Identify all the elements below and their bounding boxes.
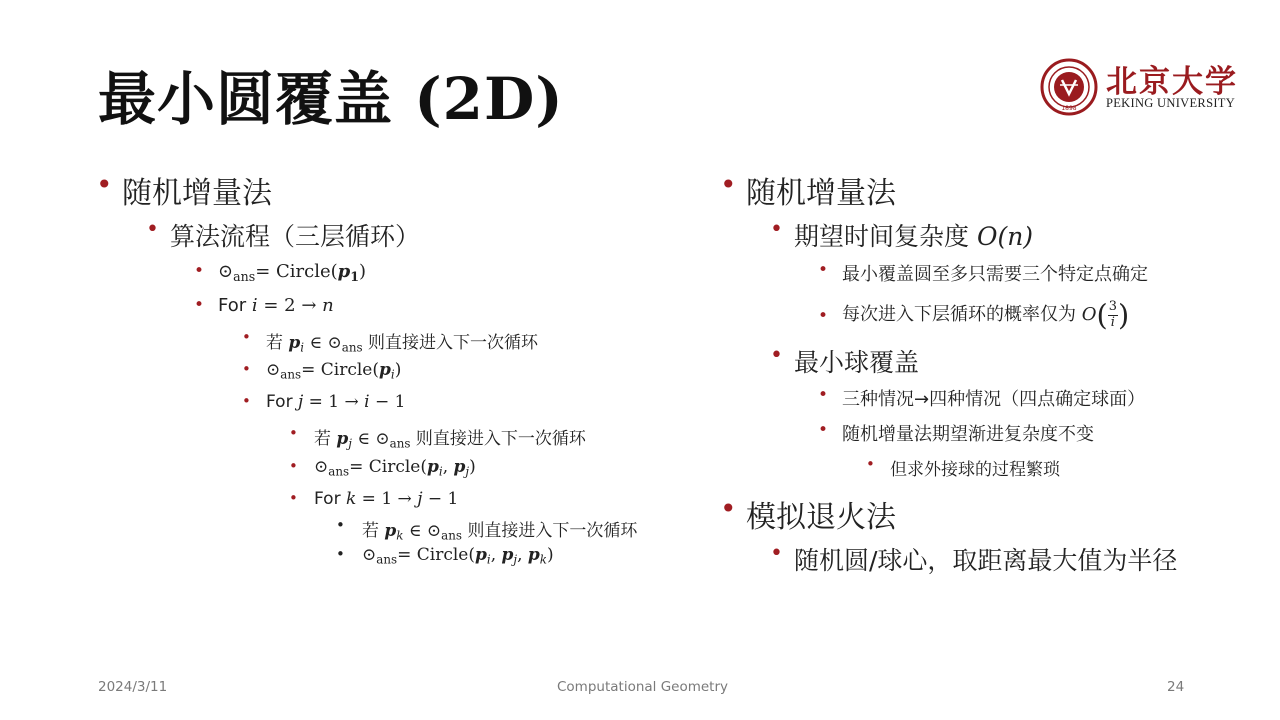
bullet-icon: •	[242, 360, 251, 378]
page-title: 最小圆覆盖 (2D)	[98, 65, 564, 133]
right-heading-2: • 最小球覆盖	[770, 343, 920, 377]
bullet-icon: •	[770, 541, 783, 566]
point-3: • 三种情况→四种情况（四点确定球面）	[818, 385, 1146, 410]
left-subheading	[146, 217, 421, 253]
point-1: • 最小覆盖圆至多只需要三个特定点确定	[818, 260, 1148, 285]
bullet-icon: •	[866, 455, 875, 473]
for-k-line: • For k = 1 → j − 1	[289, 489, 459, 509]
bullet-icon: •	[289, 457, 298, 475]
right-heading-3: • 模拟退火法	[720, 492, 896, 535]
bullet-icon: •	[96, 168, 113, 201]
circle-pi-pj-line: • $⊙_{ans}=$ $Circle(p_i$, $p_j$)	[289, 457, 476, 479]
footer-course: Computational Geometry	[557, 679, 729, 695]
complexity-line: • 期望时间复杂度 O(n)	[770, 217, 1034, 251]
point-6: • 随机圆/球心，取距离最大值为半径	[770, 541, 1178, 575]
footer-date: 2024/3/11	[98, 679, 168, 695]
circle-pi-line: • $⊙_{ans}=$ $Circle(p_i)$	[242, 360, 402, 382]
bullet-icon: •	[336, 545, 345, 563]
left-heading-text: 随机增量法	[122, 176, 272, 211]
bullet-icon: •	[194, 295, 205, 315]
university-seal-icon	[1040, 58, 1098, 116]
university-logo	[1040, 58, 1240, 114]
bullet-icon: •	[818, 306, 829, 326]
logo-english-name: PEKING UNIVERSITY	[1106, 96, 1236, 110]
bullet-icon: •	[770, 343, 783, 368]
left-subheading-text: 算法流程（三层循环）	[170, 222, 421, 251]
svg-text:1898: 1898	[1061, 105, 1077, 112]
for-j-line: • For j = 1 → i − 1	[242, 392, 406, 412]
point-4: • 随机增量法期望渐进复杂度不变	[818, 420, 1094, 445]
bullet-icon: •	[194, 261, 205, 281]
init-circle-line: • $⊙_{ans}=$ $Circle(p_1)$	[194, 261, 367, 284]
if-pj-line: • 若 $p_j$ ∈ $⊙_{ans}$ 则直接进入下一次循环	[289, 424, 586, 451]
bullet-icon: •	[336, 516, 345, 534]
bullet-icon: •	[818, 260, 829, 280]
bullet-icon: •	[242, 392, 251, 410]
bullet-icon: •	[146, 217, 159, 242]
circle-pi-pj-pk-line: • $⊙_{ans}=$ $Circle(p_i$, $p_j$, $p_k$)	[336, 545, 554, 567]
footer-page-number: 24	[1167, 679, 1185, 695]
point-2: • 每次进入下层循环的概率仅为 O( $\frac{3}{i}$ )	[818, 298, 1130, 332]
bullet-icon: •	[289, 424, 298, 442]
bullet-icon: •	[770, 217, 783, 242]
bullet-icon: •	[818, 420, 829, 440]
bullet-icon: •	[720, 492, 737, 525]
for-i-line: • For i = 2 → n	[194, 295, 334, 316]
if-pk-line: • 若 $p_k$ ∈ $⊙_{ans}$ 则直接进入下一次循环	[336, 516, 638, 543]
bullet-icon: •	[720, 168, 737, 201]
left-heading	[96, 168, 272, 212]
logo-chinese-name: 北京大学	[1106, 64, 1238, 100]
if-pi-line: • 若 $p_i$ ∈ $⊙_{ans}$ 则直接进入下一次循环	[242, 328, 539, 355]
point-5: • 但求外接球的过程繁琐	[866, 455, 1060, 480]
right-heading-1: • 随机增量法	[720, 168, 896, 211]
bullet-icon: •	[289, 489, 298, 507]
bullet-icon: •	[242, 328, 251, 346]
bullet-icon: •	[818, 385, 829, 405]
